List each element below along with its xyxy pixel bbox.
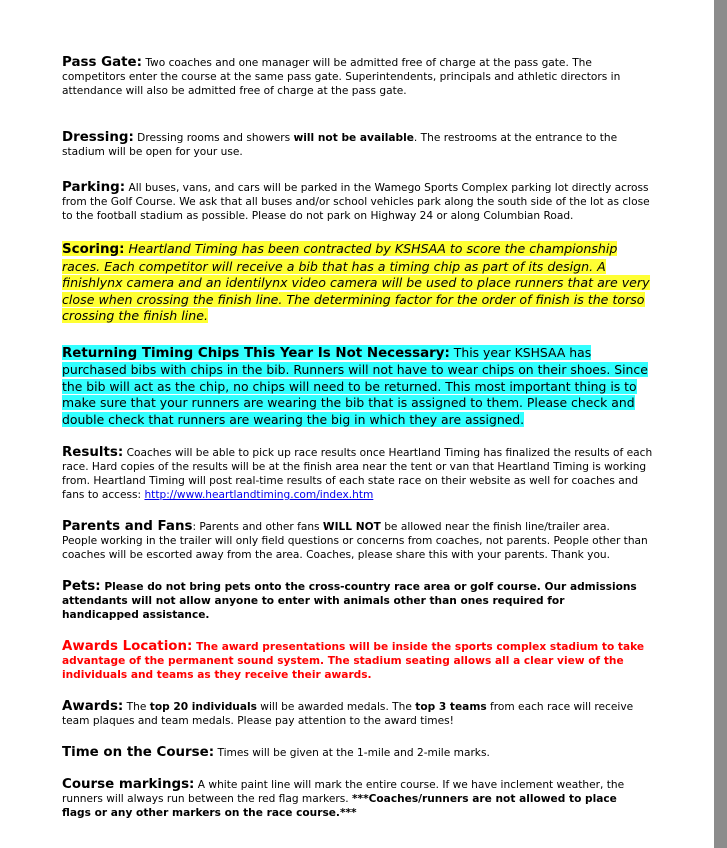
- pets-text: Please do not bring pets onto the cross-country race area or golf course. Our admissions attendants will not allow anyone to enter with animals other than ones required for: [62, 581, 637, 607]
- dressing-text-after: . The restrooms at the entrance to the stadium will be open for your use.: [62, 132, 618, 158]
- results-text: Coaches will be able to pick up race results once Heartland Timing has finalized the results of each race. Hard copies of the results will be at the finish area near the tent or van that Heartland Timing is working from. Heartland Timing will post real-time results of each state race on their website as well for coaches and fans to access:: [62, 447, 653, 501]
- awards-heading: Awards:: [62, 699, 124, 714]
- parents-text-after: be allowed near the finish line/trailer area.: [380, 521, 610, 533]
- dressing-section: [62, 131, 654, 159]
- parking-section: [62, 181, 654, 223]
- scrollbar[interactable]: [714, 0, 727, 848]
- awards-b1: top 20 individuals: [149, 701, 257, 713]
- awards-t2: will be awarded medals. The: [256, 701, 416, 713]
- scoring-section: [62, 241, 654, 325]
- awards-t3: from each race will receive team plaques and team medals. Please pay attention to the award times!: [62, 701, 634, 727]
- timing-chips-section: [62, 345, 654, 429]
- awards-location-section: [62, 640, 654, 682]
- pets-heading: Pets:: [62, 579, 101, 594]
- awards-section: [62, 700, 654, 728]
- timing-chips-text: This year KSHSAA has purchased bibs with chips in the bib. Runners will not have to wear chips on their shoes. Since the bib will act as the chip, no chips will need to be returned. This most important thing is to make sure that your runners are wearing the bib that is assigned to them. Please check and double check that runners are wearing the big in which they are assigned.: [62, 344, 648, 427]
- pets-line2: handicapped assistance.: [62, 609, 210, 621]
- awards-b2: top 3 teams: [415, 701, 487, 713]
- parents-section: [62, 520, 654, 562]
- scoring-text: Heartland Timing has been contracted by KSHSAA to score the championship races. Each competitor will receive a bib that has a timing chip as part of its design. A finishlynx camera and an identilynx video camera will be used to place runners that are very close when crossing the finish line. The determining factor for the order of finish is the torso crossing the finish line.: [62, 241, 650, 323]
- scoring-highlight: [62, 241, 650, 323]
- markings-bold: ***Coaches/runners are not allowed to place: [352, 793, 617, 805]
- pass-gate-heading: Pass Gate:: [62, 55, 142, 70]
- time-course-text: Times will be given at the 1-mile and 2-mile marks.: [214, 747, 490, 759]
- markings-heading: Course markings:: [62, 777, 195, 792]
- markings-section: [62, 778, 654, 820]
- parents-line2: People working in the trailer will only field questions or concerns from coaches, not parents. People other than coaches will be escorted away from the area. Coaches, please share this with your parents. Thank you.: [62, 535, 648, 561]
- document-page: [62, 54, 654, 820]
- results-section: [62, 446, 654, 502]
- pass-gate-text: Two coaches and one manager will be admitted free of charge at the pass gate. The competitors enter the course at the same pass gate. Superintendents, principals and athletic directors in attendance will also be admitted free of charge at the pass gate.: [62, 57, 621, 97]
- results-link[interactable]: http://www.heartlandtiming.com/index.htm: [144, 489, 374, 501]
- parents-bold: WILL NOT: [322, 521, 381, 533]
- pass-gate-section: [62, 56, 654, 98]
- timing-chips-heading: Returning Timing Chips This Year Is Not Necessary:: [62, 345, 450, 361]
- scoring-heading: Scoring:: [62, 242, 125, 257]
- awards-t1: The: [123, 701, 150, 713]
- time-course-section: [62, 746, 654, 760]
- markings-text: A white paint line will mark the entire course. If we have inclement weather, the runners will always run between the red flag markers.: [62, 779, 625, 805]
- parents-text-before: : Parents and other fans: [192, 521, 323, 533]
- parking-text: All buses, vans, and cars will be parked in the Wamego Sports Complex parking lot directly across from the Golf Course. We ask that all buses and/or school vehicles park along the south side of the lot as close to the football stadium as possible. Please do not park on Highway 24 or along Columbian Road.: [62, 182, 650, 222]
- markings-bold-line2: flags or any other markers on the race course.***: [62, 807, 357, 819]
- timing-chips-highlight: [62, 345, 648, 427]
- awards-location-text: The award presentations will be inside the sports complex stadium to take advantage of the permanent sound system. The stadium seating allows all a clear view of the individuals and teams as they receive their awards.: [62, 641, 645, 681]
- parking-heading: Parking:: [62, 180, 126, 195]
- dressing-heading: Dressing:: [62, 130, 134, 145]
- parents-heading: Parents and Fans: [62, 519, 193, 534]
- time-course-heading: Time on the Course:: [62, 745, 215, 760]
- pets-section: [62, 580, 654, 622]
- results-heading: Results:: [62, 445, 124, 460]
- dressing-bold: will not be available: [293, 132, 414, 144]
- awards-location-heading: Awards Location:: [62, 639, 193, 654]
- dressing-text-before: Dressing rooms and showers: [133, 132, 294, 144]
